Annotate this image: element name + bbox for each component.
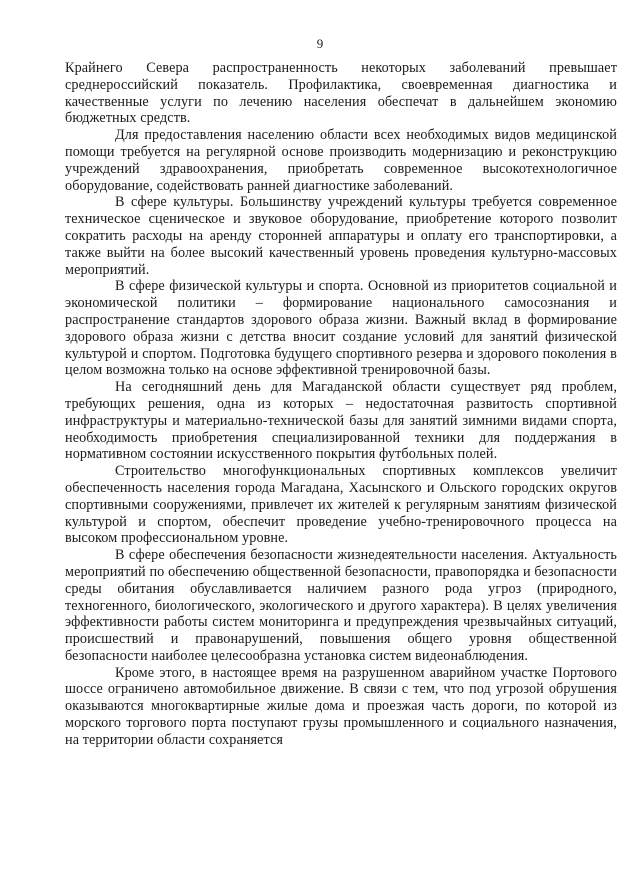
paragraph-2: Для предоставления населению области всех необходимых видов медицинской помощи требуется на регулярной основе производить модернизацию и реконструкцию учреждений здравоохранения, приобретать современное высокотехнологичное оборудование, содействовать ранней диагностике заболеваний. (65, 127, 617, 194)
paragraph-4: В сфере физической культуры и спорта. Основной из приоритетов социальной и экономической политики – формирование национального самосознания и распространение стандартов здорового образа жизни. Важный вклад в формирование здорового образа жизни с детства вносит создание условий для занятий физической культурой и спортом. Подготовка будущего спортивного резерва и здорового поколения в целом возможна только на основе эффективной тренировочной базы. (65, 278, 617, 379)
paragraph-7: В сфере обеспечения безопасности жизнедеятельности населения. Актуальность мероприятий по обеспечению общественной безопасности, правопорядка и безопасности среды обитания обуславливается наличием разного рода угроз (природного, техногенного, биологического, экологического и другого характера). В целях увеличения эффективности работы систем мониторинга и предупреждения чрезвычайных ситуаций, происшествий и правонарушений, повышения общего уровня общественной безопасности наиболее целесообразна установка систем видеонаблюдения. (65, 547, 617, 664)
paragraph-5: На сегодняшний день для Магаданской области существует ряд проблем, требующих решения, одна из которых – недостаточная развитость спортивной инфраструктуры и материально-технической базы для занятий зимними видами спорта, необходимость приобретения специализированной техники для поддержания в нормативном состоянии искусственного покрытия футбольных полей. (65, 379, 617, 463)
paragraph-6: Строительство многофункциональных спортивных комплексов увеличит обеспеченность населения города Магадана, Хасынского и Ольского городских округов спортивными сооружениями, привлечет их жителей к регулярным занятиям физической культурой и спортом, обеспечит проведение учебно-тренировочного процесса на высоком профессиональном уровне. (65, 463, 617, 547)
paragraph-1: Крайнего Севера распространенность некоторых заболеваний превышает среднероссийский показатель. Профилактика, своевременная диагностика и качественные услуги по лечению населения обеспечат в дальнейшем экономию бюджетных средств. (65, 60, 617, 127)
page-number: 9 (316, 36, 324, 51)
document-body (65, 60, 617, 749)
paragraph-8: Кроме этого, в настоящее время на разрушенном аварийном участке Портового шоссе ограничено автомобильное движение. В связи с тем, что под угрозой обрушения оказываются многоквартирные жилые дома и проезжая часть дороги, по которой из морского торгового порта поступают грузы промышленного и социального назначения, на территории области сохраняется (65, 664, 617, 748)
paragraph-3: В сфере культуры. Большинству учреждений культуры требуется современное техническое сценическое и звуковое оборудование, приобретение которого позволит сократить расходы на аренду сторонней аппаратуры и оплату его транспортировки, а также выйти на более высокий качественный уровень проведения культурно-массовых мероприятий. (65, 194, 617, 278)
